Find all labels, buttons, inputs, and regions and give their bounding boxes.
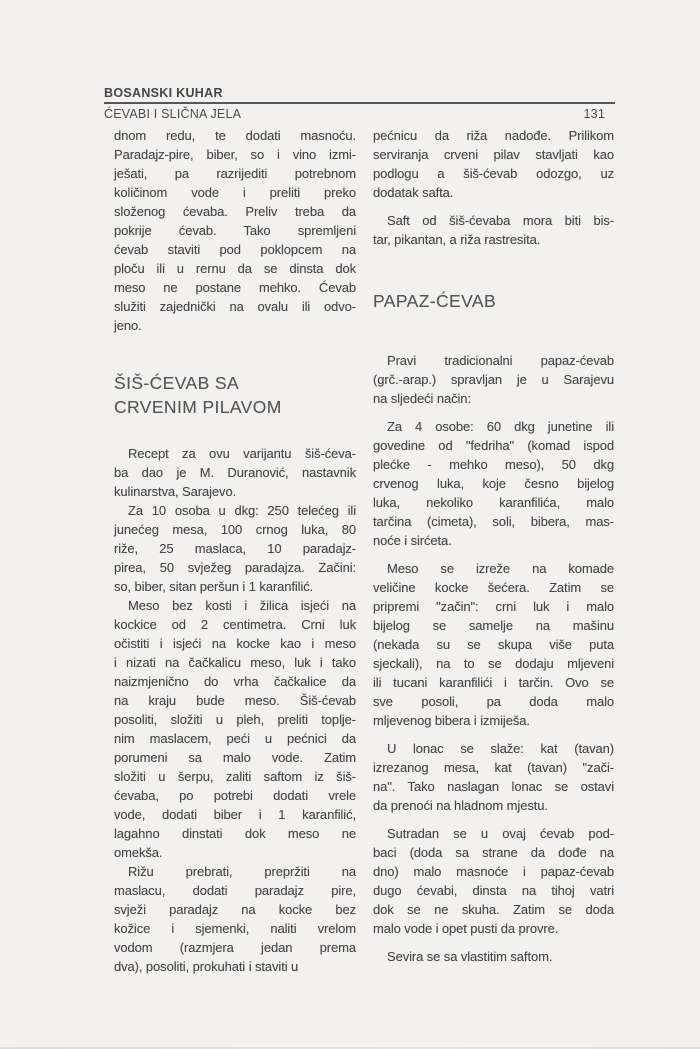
heading-line: CRVENIM PILAVOM — [114, 397, 282, 417]
text-line: Paradajz-pire, biber, so i vino izmi- — [114, 147, 356, 162]
paragraph — [114, 444, 356, 501]
text-line: kulinarstva, Sarajevo. — [114, 484, 237, 499]
text-line: podlogu a šiš-ćevab odozgo, uz — [373, 166, 614, 181]
text-line: govedine od "fedriha" (komad ispod — [373, 438, 614, 453]
header-row — [104, 104, 615, 121]
text-line: kožice i sjemenki, naliti vrelom — [114, 921, 356, 936]
left-column — [114, 126, 356, 976]
text-line: dno) malo masnoće i papaz-ćevab — [373, 864, 614, 879]
text-line: da prenoći na hladnom mjestu. — [373, 798, 548, 813]
paragraph — [373, 739, 614, 815]
text-line: junećeg mesa, 100 crnog luka, 80 — [114, 522, 356, 537]
text-line: luka, nekoliko karanfilića, malo — [373, 495, 614, 510]
text-line: Za 10 osoba u dkg: 250 telećeg ili — [128, 503, 356, 518]
text-line: U lonac se slaže: kat (tavan) — [387, 741, 614, 756]
text-line: tarčina (cimeta), soli, bibera, mas- — [373, 514, 614, 529]
text-line: tar, pikantan, a riža rastresita. — [373, 232, 541, 247]
text-line: omekša. — [114, 845, 163, 860]
text-line: ćevaba, po potrebi dodati vrele — [114, 788, 356, 803]
text-line: posoliti, složiti u pleh, preliti toplje- — [114, 712, 356, 727]
text-line: očistiti i isjeći na kocke kao i meso — [114, 636, 356, 651]
text-line: služiti zajednički na ovalu ili odvo- — [114, 299, 356, 314]
text-columns — [114, 126, 614, 976]
text-line: složenog ćevaba. Preliv treba da — [114, 204, 356, 219]
text-line: ješati, pa razrijediti potrebnom — [114, 166, 356, 181]
text-line: dnom redu, te dodati masnoću. — [114, 128, 356, 143]
recipe-heading — [373, 289, 614, 313]
text-line: Meso se izreže na komade — [387, 561, 614, 576]
paragraph — [373, 351, 614, 408]
text-line: ploču ili u rernu da se dinsta dok — [114, 261, 356, 276]
text-line: veličine kocke šećera. Zatim se — [373, 580, 614, 595]
paragraph — [114, 862, 356, 976]
text-line: vode, dodati biber i 1 karanfilić, — [114, 807, 356, 822]
text-line: dugo ćevabi, dinsta na tihoj vatri — [373, 883, 614, 898]
text-line: so, biber, sitan peršun i 1 karanfilić. — [114, 579, 314, 594]
text-line: (nekada su se skupa više puta — [373, 637, 614, 652]
text-line: Za 4 osobe: 60 dkg junetine ili — [387, 419, 614, 434]
heading-line: PAPAZ-ĆEVAB — [373, 291, 497, 311]
text-line: porumeni sa malo vode. Zatim — [114, 750, 356, 765]
text-line: na kraju bude meso. Šiš-ćevab — [114, 693, 356, 708]
paragraph — [114, 596, 356, 862]
text-line: lagahno dinstati dok meso ne — [114, 826, 356, 841]
text-line: Meso bez kosti i žilica isjeći na — [128, 598, 356, 613]
text-line: (grč.-arap.) spravljan je u Sarajevu — [373, 372, 614, 387]
text-line: pripremi "začin": crni luk i malo — [373, 599, 614, 614]
text-line: malo vode i opet pusti da provre. — [373, 921, 559, 936]
heading-line: ŠIŠ-ĆEVAB SA — [114, 373, 240, 393]
text-line: izrezanog mesa, kat (tavan) "zači- — [373, 760, 614, 775]
text-line: dok se ne skuha. Zatim se doda — [373, 902, 614, 917]
text-line: pokrije ćevab. Tako spremljeni — [114, 223, 356, 238]
text-line: maslacu, dodati paradajz pire, — [114, 883, 356, 898]
paragraph — [373, 126, 614, 202]
text-line: jeno. — [114, 318, 142, 333]
text-line: mljevenog bibera i izmiješa. — [373, 713, 530, 728]
text-line: baci (doda sa strane da dođe na — [373, 845, 614, 860]
text-line: Sutradan se u ovaj ćevab pod- — [387, 826, 614, 841]
text-line: meso ne postane mehko. Ćevab — [114, 280, 356, 295]
text-line: Pravi tradicionalni papaz-ćevab — [387, 353, 614, 368]
text-line: Saft od šiš-ćevaba mora biti bis- — [387, 213, 614, 228]
text-line: na sljedeći način: — [373, 391, 471, 406]
right-column — [373, 126, 614, 976]
book-title: BOSANSKI KUHAR — [104, 86, 615, 104]
text-line: noće i sirćeta. — [373, 533, 452, 548]
text-line: Sevira se sa vlastitim saftom. — [387, 949, 553, 964]
text-line: ba dao je M. Duranović, nastavnik — [114, 465, 356, 480]
text-line: sjeckali), na to se dodaju mljeveni — [373, 656, 614, 671]
text-line: količinom vode i preliti preko — [114, 185, 356, 200]
text-line: kockice od 2 centimetra. Crni luk — [114, 617, 356, 632]
text-line: pirea, 50 svježeg paradajza. Začini: — [114, 560, 356, 575]
text-line: vodom (razmjera jedan prema — [114, 940, 356, 955]
paragraph — [373, 824, 614, 938]
text-line: ili tucani karanfilići i tarčin. Ovo se — [373, 675, 614, 690]
text-line: crvenog luka, koje česno bijelog — [373, 476, 614, 491]
text-line: nim maslacem, peći u pećnici da — [114, 731, 356, 746]
text-line: na". Tako naslagan lonac se ostavi — [373, 779, 614, 794]
text-line: složiti u šerpu, zaliti saftom iz šiš- — [114, 769, 356, 784]
paragraph — [114, 501, 356, 596]
page-header — [104, 86, 615, 121]
text-line: Recept za ovu varijantu šiš-ćeva- — [128, 446, 356, 461]
recipe-heading — [114, 371, 356, 419]
text-line: Rižu prebrati, prepržiti na — [128, 864, 356, 879]
page-number: 131 — [583, 107, 605, 121]
text-line: sve posoli, pa doda malo — [373, 694, 614, 709]
paragraph — [373, 417, 614, 550]
text-line: riže, 25 maslaca, 10 paradajz- — [114, 541, 356, 556]
text-line: serviranja crveni pilav stavljati kao — [373, 147, 614, 162]
paragraph — [373, 559, 614, 730]
text-line: svježi paradajz na kocke bez — [114, 902, 356, 917]
text-line: ćevab staviti pod poklopcem na — [114, 242, 356, 257]
text-line: dodatak safta. — [373, 185, 454, 200]
text-line: plećke - mehko meso), 50 dkg — [373, 457, 614, 472]
paragraph — [114, 126, 356, 335]
text-line: bijelog se samelje na mašinu — [373, 618, 614, 633]
paragraph — [373, 947, 614, 966]
chapter-title: ĆEVABI I SLIČNA JELA — [104, 107, 242, 121]
paragraph — [373, 211, 614, 249]
text-line: pećnicu da riža nadođe. Prilikom — [373, 128, 614, 143]
text-line: naizmjenično do vrha čačkalice da — [114, 674, 356, 689]
text-line: i nizati na čačkalicu meso, luk i tako — [114, 655, 356, 670]
text-line: dva), posoliti, prokuhati i staviti u — [114, 959, 299, 974]
